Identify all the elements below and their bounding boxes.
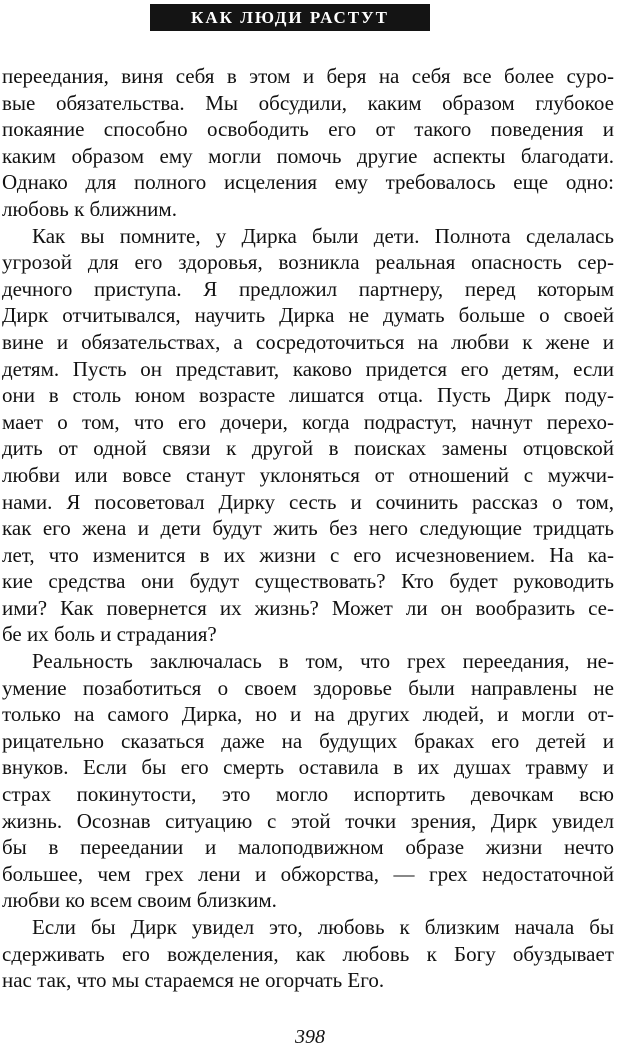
text-line: Если бы Дирк увидел это, любовь к близким начала бы <box>32 915 614 939</box>
text-line: вине и обязательствах, а сосредоточиться на любви к жене и <box>2 329 614 354</box>
running-head-title: КАК ЛЮДИ РАСТУТ <box>191 7 389 27</box>
text-line: вые обязательства. Мы обсудили, каким образом глубокое <box>2 90 614 115</box>
running-head <box>150 4 430 31</box>
text-line: каким образом ему могли помочь другие аспекты благодати. <box>2 143 614 168</box>
text-line: внуков. Если бы его смерть оставила в их душах травму и <box>2 755 614 780</box>
text-line: Как вы помните, у Дирка были дети. Полнота сделалась <box>32 223 614 248</box>
text-line: нас так, что мы стараемся не огорчать Его. <box>2 968 385 993</box>
text-line: нами. Я посоветовал Дирку сесть и сочинить рассказ о том, <box>2 489 614 514</box>
paragraph <box>2 648 614 914</box>
text-line: бе их боль и страдания? <box>2 622 217 647</box>
text-line: переедания, виня себя в этом и беря на себя все более суро- <box>2 64 614 88</box>
text-line: они в столь юном возрасте лишатся отца. Пусть Дирк поду- <box>2 383 614 408</box>
text-line: Дирк отчитывался, научить Дирка не думать больше о своей <box>2 303 614 328</box>
page-number: 398 <box>295 1026 325 1048</box>
text-line: страх покинутости, это могло испортить девочкам всю <box>2 782 614 807</box>
text-line: любви ко всем своим близким. <box>2 888 277 913</box>
text-line: ими? Как повернется их жизнь? Может ли он вообразить се- <box>2 595 614 620</box>
text-line: только на самого Дирка, но и на других людей, и могли от- <box>2 702 614 727</box>
body-text <box>2 63 614 994</box>
text-line: кие средства они будут существовать? Кто будет руководить <box>2 569 614 594</box>
paragraph <box>2 914 614 994</box>
text-line: Реальность заключалась в том, что грех переедания, не- <box>32 649 614 674</box>
paragraph <box>2 223 614 649</box>
text-line: лет, что изменится в их жизни с его исчезновением. На ка- <box>2 542 614 567</box>
text-line: жизнь. Осознав ситуацию с этой точки зрения, Дирк увидел <box>2 808 614 833</box>
text-line: бы в переедании и малоподвижном образе жизни нечто <box>2 835 614 860</box>
text-line: большее, чем грех лени и обжорства, — грех недостаточной <box>2 861 614 886</box>
text-line: дить от одной связи к другой в поисках замены отцовской <box>2 436 614 461</box>
text-line: покаяние способно освободить его от такого поведения и <box>2 117 614 142</box>
text-line: дечного приступа. Я предложил партнеру, перед которым <box>2 276 614 301</box>
text-line: как его жена и дети будут жить без него следующие тридцать <box>2 516 614 541</box>
text-line: умение позаботиться о своем здоровье были направлены не <box>2 675 614 700</box>
text-line: детям. Пусть он представит, каково придется его детям, если <box>2 356 614 381</box>
text-line: любовь к ближним. <box>2 196 177 221</box>
text-line: рицательно сказаться даже на будущих браках его детей и <box>2 728 614 753</box>
text-line: Однако для полного исцеления ему требовалось еще одно: <box>2 170 614 195</box>
text-line: любви или вовсе станут уклоняться от отношений с мужчи- <box>2 462 614 487</box>
text-line: сдерживать его вожделения, как любовь к Богу обуздывает <box>2 941 614 966</box>
text-line: мает о том, что его дочери, когда подрастут, начнут перехо- <box>2 409 614 434</box>
text-line: угрозой для его здоровья, возникла реальная опасность сер- <box>2 250 614 275</box>
paragraph <box>2 63 614 223</box>
